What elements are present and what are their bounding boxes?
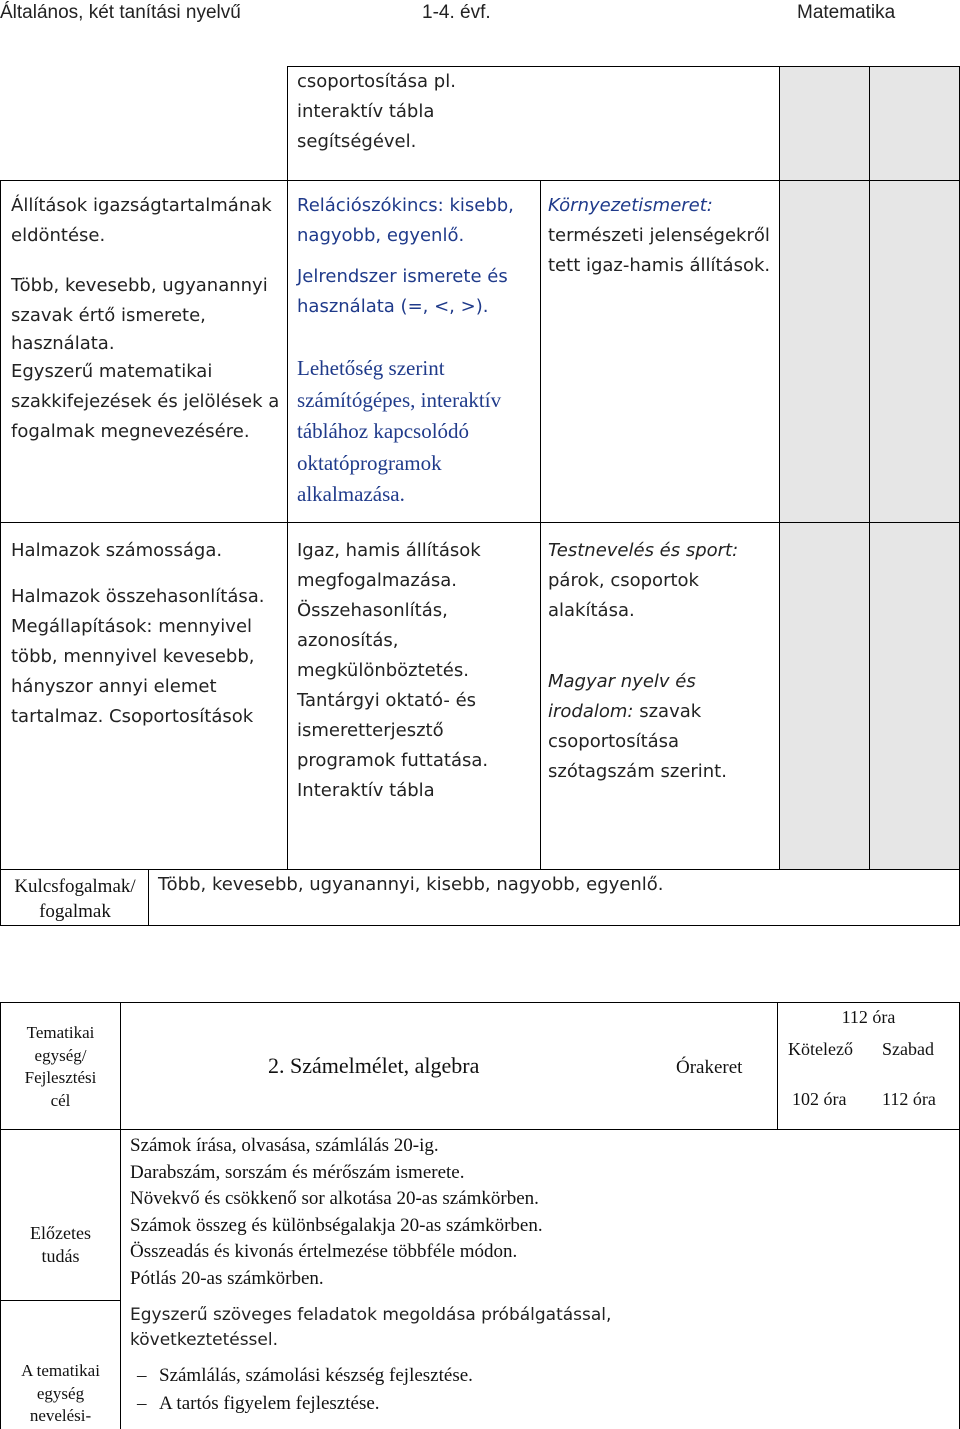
hours-label: Órakeret [676, 1057, 743, 1078]
text-line: szótagszám szerint. [548, 761, 727, 782]
table1-row-divider-2 [0, 522, 960, 523]
text-line: csoportosítása pl. [297, 71, 456, 92]
text-line: ismeretterjesztő [297, 720, 444, 741]
text-line: Összeadás és kivonás értelmezése többféle módon. [130, 1241, 518, 1262]
text-line: szakkifejezések és jelölések a [11, 391, 280, 412]
text-line: tett igaz-hamis állítások. [548, 255, 771, 276]
text-line: Számok írása, olvasása, számlálás 20-ig. [130, 1135, 439, 1156]
text-line: Tantárgyi oktató- és [297, 690, 477, 711]
text-line: fogalmak [39, 901, 111, 922]
text-line: hányszor annyi elemet [11, 676, 217, 697]
text-fragment: szavak [633, 701, 702, 722]
row1-methods-program-cell [297, 353, 537, 511]
table1-col-divider-4 [869, 66, 870, 870]
unit-label [1, 1022, 120, 1112]
text-line: több, mennyivel kevesebb, [11, 646, 255, 667]
text-line: Számok összeg és különbségalakja 20-as számkörben. [130, 1214, 543, 1236]
text-line: egység [36, 1383, 85, 1403]
text-line: Több, kevesebb, ugyanannyi [11, 275, 268, 296]
text-line: interaktív tábla [297, 101, 435, 122]
goal-list [137, 1362, 937, 1418]
text-line: természeti jelenségekről [548, 225, 770, 246]
goal-text: Számlálás, számolási készség fejlesztése. [159, 1365, 473, 1386]
text-line: eldöntése. [11, 225, 106, 246]
free-value: 112 óra [882, 1089, 936, 1109]
prior-knowledge-extra [130, 1303, 956, 1353]
table1-left-border [0, 180, 1, 926]
text-line: programok futtatása. [297, 750, 489, 771]
text-line: segítségével. [297, 131, 417, 152]
table1-row-divider-1 [0, 180, 960, 181]
subject-name: Környezetismeret: [548, 195, 713, 216]
text-line: alkalmazása. [297, 482, 405, 506]
text-line: Összehasonlítás, [297, 600, 448, 621]
text-line: Egyszerű szöveges feladatok megoldása próbálgatással, [130, 1305, 612, 1325]
goal-item [137, 1362, 937, 1390]
key-concepts-text: Több, kevesebb, ugyanannyi, kisebb, nagyobb, egyenlő. [158, 874, 664, 895]
goal-label [1, 1360, 120, 1428]
prior-knowledge-text [130, 1133, 956, 1292]
table1-col-divider-3 [779, 66, 780, 870]
prior-knowledge-label [1, 1222, 120, 1268]
text-line: Előzetes [30, 1223, 91, 1243]
text-line [548, 697, 778, 727]
text-line: Darabszám, sorszám és mérőszám ismerete. [130, 1161, 465, 1183]
text-line: szavak értő ismerete, [11, 305, 206, 326]
text-line: alakítása. [548, 600, 635, 621]
text-line: Fejlesztési [24, 1068, 97, 1087]
goal-text: A tartós figyelem fejlesztése. [159, 1393, 380, 1414]
text-line: Pótlás 20-as számkörben. [130, 1267, 324, 1289]
text-line: Interaktív tábla [297, 780, 435, 801]
mandatory-label: Kötelező [788, 1039, 853, 1059]
text-line: cél [50, 1090, 71, 1110]
dash-bullet: – [137, 1365, 147, 1386]
text-line: Megállapítások: mennyivel [11, 616, 253, 637]
text-line: megkülönböztetés. [297, 660, 469, 681]
header-right: Matematika [797, 2, 896, 23]
text-line: azonosítás, [297, 630, 399, 651]
grey-column-1 [780, 67, 869, 870]
text-line: Jelrendszer ismerete és [297, 266, 508, 287]
row0-methods-cell [297, 67, 537, 157]
row1-topic-cell [11, 191, 283, 447]
text-line: megfogalmazása. [297, 570, 458, 591]
subject-name: Testnevelés és sport: [548, 540, 739, 561]
row1-methods-cell [297, 191, 537, 322]
text-line: Egyszerű matematikai [11, 361, 213, 382]
text-line: tudás [41, 1246, 80, 1266]
unit-title: 2. Számelmélet, algebra [268, 1053, 480, 1078]
text-line: fogalmak megnevezésére. [11, 421, 250, 442]
key-concepts-label [2, 874, 148, 924]
text-line: Halmazok számossága. [11, 540, 223, 561]
text-line: Relációszókincs: kisebb, [297, 195, 514, 216]
text-line: használata. [11, 333, 115, 354]
subject-name: Magyar nyelv és [548, 671, 696, 692]
table2-label-divider [120, 1002, 121, 1429]
text-line: Halmazok összehasonlítása. [11, 586, 265, 607]
goal-item [137, 1390, 937, 1418]
header-left: Általános, két tanítási nyelvű [0, 2, 241, 23]
text-line: A tematikai [21, 1361, 100, 1380]
text-line: egység/ [34, 1045, 87, 1065]
dash-bullet: – [137, 1393, 147, 1414]
text-line: párok, csoportok [548, 570, 699, 591]
text-line: következtetéssel. [130, 1330, 278, 1350]
hours-total: 112 óra [841, 1007, 896, 1027]
text-line: használata (=, <, >). [297, 296, 489, 317]
free-label: Szabad [882, 1039, 934, 1059]
text-line: Állítások igazságtartalmának [11, 195, 272, 216]
text-line: táblához kapcsolódó [297, 419, 470, 443]
text-line: nagyobb, egyenlő. [297, 225, 465, 246]
text-line: számítógépes, interaktív [297, 387, 502, 412]
mandatory-value: 102 óra [792, 1089, 847, 1109]
text-line: nevelési- [29, 1406, 92, 1425]
header-center: 1-4. évf. [422, 2, 491, 23]
text-line: oktatóprogramok [297, 450, 442, 475]
table2-top-border [0, 1002, 960, 1003]
table1-label-divider [148, 869, 149, 926]
text-line: Lehetőség szerint [297, 356, 445, 380]
row1-connections-cell [548, 191, 778, 281]
text-line: Igaz, hamis állítások [297, 540, 481, 561]
row2-topic-cell [11, 536, 283, 732]
text-line: csoportosítása [548, 731, 680, 752]
table2-row-divider [0, 1129, 960, 1130]
text-line: tartalmaz. Csoportosítások [11, 706, 254, 727]
table1-bottom-border [0, 925, 960, 926]
table1-col-divider-1 [287, 66, 288, 870]
text-line: Kulcsfogalmak/ [14, 876, 136, 897]
row2-connections-cell [548, 536, 778, 787]
text-line: Növekvő és csökkenő sor alkotása 20-as számkörben. [130, 1188, 539, 1209]
table2-prior-bottom [0, 1300, 120, 1301]
table1-col-divider-2 [540, 180, 541, 870]
grey-column-2 [870, 67, 959, 870]
row2-methods-cell [297, 536, 537, 806]
text-line: Tematikai [26, 1023, 95, 1042]
subject-name: irodalom: [548, 701, 634, 722]
